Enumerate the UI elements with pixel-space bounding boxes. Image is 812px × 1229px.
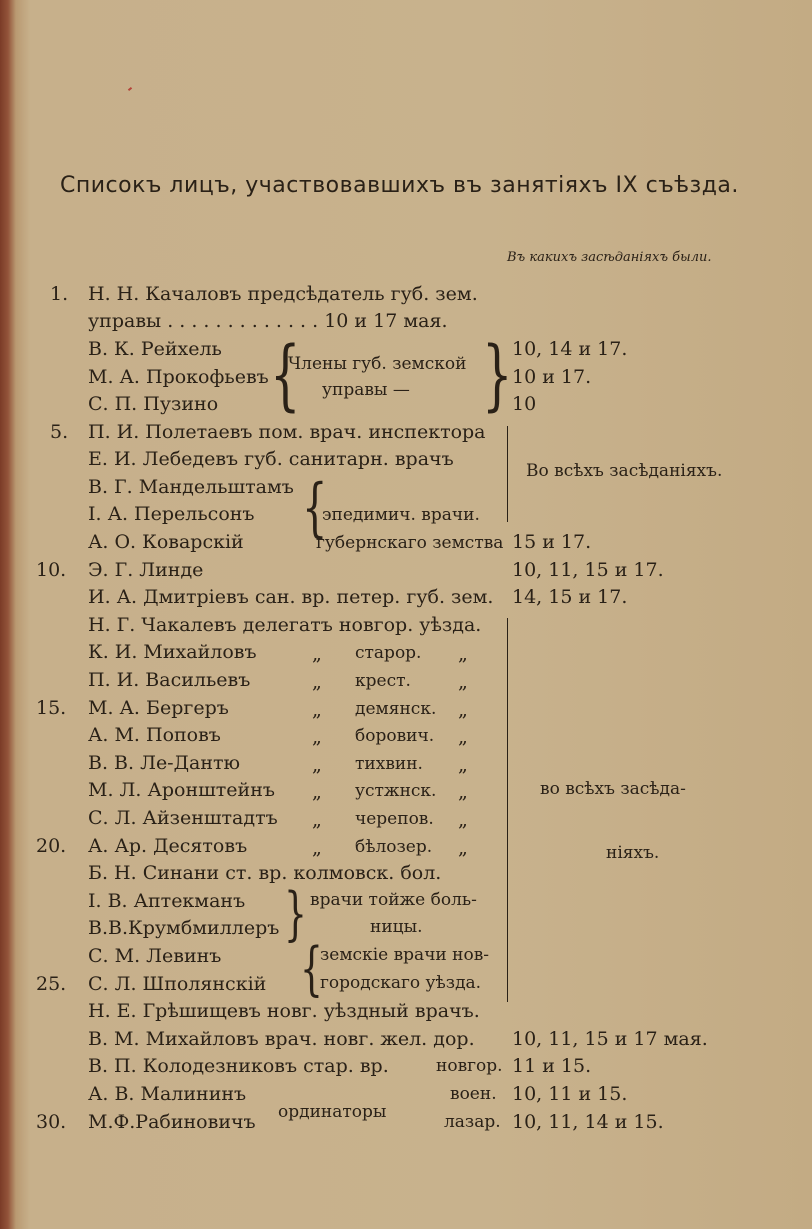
entry-rabinovich: М.Ф.Рабиновичъ <box>88 1111 256 1133</box>
sessions-all-2a: во всѣхъ засѣда- <box>540 779 686 799</box>
ink-mark <box>128 87 132 91</box>
entry-le-dantyu: В. В. Ле-Дантю <box>88 752 241 774</box>
entry-poletaev: П. И. Полетаевъ пом. врач. инспектора <box>88 421 486 443</box>
entry-levin: С. М. Левинъ <box>88 945 222 967</box>
line-number-15: 15. <box>36 697 67 719</box>
entry-aizenshtadt: С. Л. Айзенштадтъ <box>88 807 278 829</box>
line-number-5: 5. <box>50 421 69 443</box>
entry-linde: Э. Г. Линде <box>88 559 204 581</box>
entry-perelson: І. А. Перельсонъ <box>88 503 255 525</box>
town-3: демянск. <box>355 699 437 719</box>
entry-greshishchev: Н. Е. Грѣшищевъ новг. уѣздный врачъ. <box>88 1000 480 1022</box>
entry-kovarsky: А. О. Коварскій <box>88 531 244 553</box>
brace-epidemic: { <box>302 471 328 545</box>
entry-dmitriev: И. А. Дмитріевъ сан. вр. петер. губ. зем. <box>88 586 494 608</box>
entry-lebedev: Е. И. Лебедевъ губ. санитарн. врачъ <box>88 448 454 470</box>
sessions-mikhailov-vm: 10, 11, 15 и 17 мая. <box>512 1028 708 1050</box>
ditto-6: „ <box>312 781 322 803</box>
town-6: устжнск. <box>355 781 437 801</box>
entry-krumbmiller: В.В.Крумбмиллеръ <box>88 917 280 939</box>
label-zemstvo-1: земскіе врачи нов- <box>320 945 490 965</box>
entry-reichel: В. К. Рейхель <box>88 338 222 360</box>
bracket-all-sessions <box>507 426 508 522</box>
sessions-kovarsky: 15 и 17. <box>512 531 592 553</box>
label-ordinators: ординаторы <box>278 1102 387 1122</box>
label-gubern: губернскаго земства <box>316 533 504 553</box>
ditto2-1: „ <box>458 643 468 665</box>
label-same-hosp-1: врачи тойже боль- <box>310 890 477 910</box>
sessions-all-1: Во всѣхъ засѣданіяхъ. <box>526 461 723 481</box>
entry-mandelshtam: В. Г. Мандельштамъ <box>88 476 294 498</box>
label-zemstvo-2: городскаго уѣзда. <box>320 973 482 993</box>
ditto2-3: „ <box>458 699 468 721</box>
label-voen: воен. <box>450 1084 497 1104</box>
ditto-8: „ <box>312 837 322 859</box>
ditto2-4: „ <box>458 726 468 748</box>
line-number-1: 1. <box>50 283 69 305</box>
entry-kachalov-cont: управы . . . . . . . . . . . . . 10 и 17 мая. <box>88 310 448 332</box>
entry-puzino: С. П. Пузино <box>88 393 219 415</box>
line-number-10: 10. <box>36 559 67 581</box>
label-same-hosp-2: ницы. <box>370 917 423 937</box>
line-number-30: 30. <box>36 1111 67 1133</box>
entry-prokofiev: М. А. Прокофьевъ <box>88 366 269 388</box>
ditto-4: „ <box>312 726 322 748</box>
sessions-header: Въ какихъ засѣданіяхъ были. <box>507 250 712 265</box>
ditto2-7: „ <box>458 809 468 831</box>
sessions-prokofiev: 10 и 17. <box>512 366 592 388</box>
town-5: тихвин. <box>355 754 423 774</box>
ditto2-2: „ <box>458 671 468 693</box>
sessions-kolodeznikov: 11 и 15. <box>512 1055 592 1077</box>
label-members-1: Члены губ. земской <box>288 354 467 374</box>
label-lazar: лазар. <box>444 1112 501 1132</box>
entry-desyatov: А. Ар. Десятовъ <box>88 835 248 857</box>
entry-aronshtein: М. Л. Аронштейнъ <box>88 779 275 801</box>
sessions-puzino: 10 <box>512 393 537 415</box>
label-epidemic: эпедимич. врачи. <box>322 505 480 525</box>
entry-chakalev: Н. Г. Чакалевъ делегатъ новгор. уѣзда. <box>88 614 482 636</box>
bracket-all-sessions-2 <box>507 618 508 1002</box>
sessions-reichel: 10, 14 и 17. <box>512 338 628 360</box>
sessions-dmitriev: 14, 15 и 17. <box>512 586 628 608</box>
town-8: бѣлозер. <box>355 837 433 857</box>
town-1: старор. <box>355 643 422 663</box>
sessions-all-2b: ніяхъ. <box>606 843 660 863</box>
entry-kachalov: Н. Н. Качаловъ предсѣдатель губ. зем. <box>88 283 478 305</box>
brace-same-hosp: } <box>284 882 307 948</box>
brace-members-right: } <box>482 330 513 421</box>
ditto-3: „ <box>312 699 322 721</box>
ditto-5: „ <box>312 754 322 776</box>
brace-zemstvo: { <box>300 937 323 1003</box>
sessions-malinin: 10, 11 и 15. <box>512 1083 628 1105</box>
entry-mikhailov-ki: К. И. Михайловъ <box>88 641 257 663</box>
entry-kolodeznikov: В. П. Колодезниковъ стар. вр. <box>88 1055 389 1077</box>
town-2: крест. <box>355 671 411 691</box>
sessions-rabinovich: 10, 11, 14 и 15. <box>512 1111 664 1133</box>
entry-popov: А. М. Поповъ <box>88 724 221 746</box>
label-members-2: управы — <box>322 380 410 400</box>
label-novgor: новгор. <box>436 1056 503 1076</box>
town-7: черепов. <box>355 809 434 829</box>
ditto2-8: „ <box>458 837 468 859</box>
page-title: Списокъ лицъ, участвовавшихъ въ занятіяхъ IX съѣзда. <box>60 173 739 198</box>
entry-sinani: Б. Н. Синани ст. вр. колмовск. бол. <box>88 862 442 884</box>
entry-shpolyansky: С. Л. Шполянскій <box>88 973 267 995</box>
line-number-20: 20. <box>36 835 67 857</box>
entry-berger: М. А. Бергеръ <box>88 697 229 719</box>
ditto-7: „ <box>312 809 322 831</box>
ditto-1: „ <box>312 643 322 665</box>
sessions-linde: 10, 11, 15 и 17. <box>512 559 664 581</box>
ditto2-6: „ <box>458 781 468 803</box>
entry-aptekman: І. В. Аптекманъ <box>88 890 246 912</box>
entry-mikhailov-vm: В. М. Михайловъ врач. новг. жел. дор. <box>88 1028 475 1050</box>
town-4: борович. <box>355 726 435 746</box>
ditto-2: „ <box>312 671 322 693</box>
entry-malinin: А. В. Малининъ <box>88 1083 247 1105</box>
brace-members-left: { <box>270 330 301 421</box>
ditto2-5: „ <box>458 754 468 776</box>
line-number-25: 25. <box>36 973 67 995</box>
entry-vasiliev: П. И. Васильевъ <box>88 669 251 691</box>
